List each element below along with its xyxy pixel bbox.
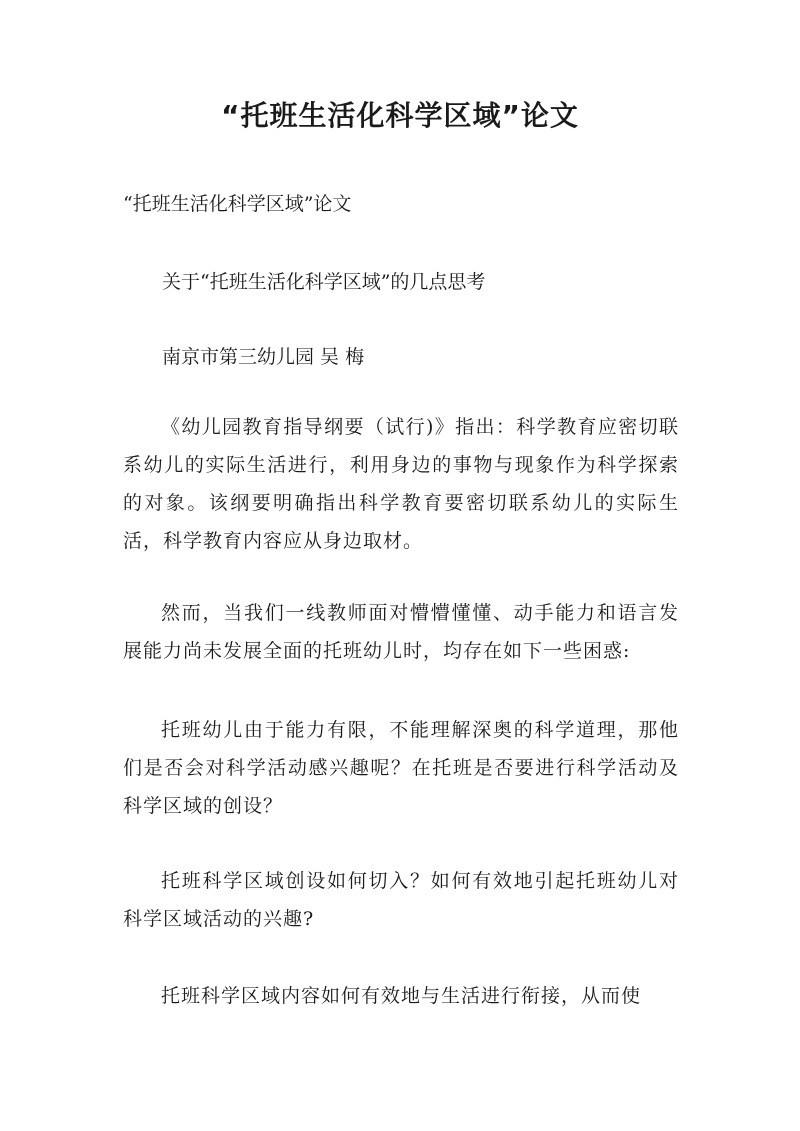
paragraph: 托班幼儿由于能力有限，不能理解深奥的科学道理，那他们是否会对科学活动感兴趣呢？在托班是否要进行科学活动及科学区域的创设？ [123,719,679,817]
document-title: “托班生活化科学区域”论文 [221,99,579,132]
paragraph: 托班科学区域创设如何切入？如何有效地引起托班幼儿对科学区域活动的兴趣? [123,870,679,930]
paragraph: 然而，当我们一线教师面对懵懵懂懂、动手能力和语言发展能力尚未发展全面的托班幼儿时，均存在如下一些困惑: [123,602,679,662]
author-line: 南京市第三幼儿园 吴 梅 [162,346,365,368]
document-subtitle: “托班生活化科学区域”论文 [123,193,352,215]
section-heading: 关于“托班生活化科学区域”的几点思考 [162,271,486,293]
paragraph: 《幼儿园教育指导纲要（试行)》指出：科学教育应密切联系幼儿的实际生活进行，利用身边的事物与现象作为科学探索的对象。该纲要明确指出科学教育要密切联系幼儿的实际生活，科学教育内容应从身边取材。 [123,416,679,552]
paragraph: 托班科学区域内容如何有效地与生活进行衔接，从而使 [161,985,642,1007]
